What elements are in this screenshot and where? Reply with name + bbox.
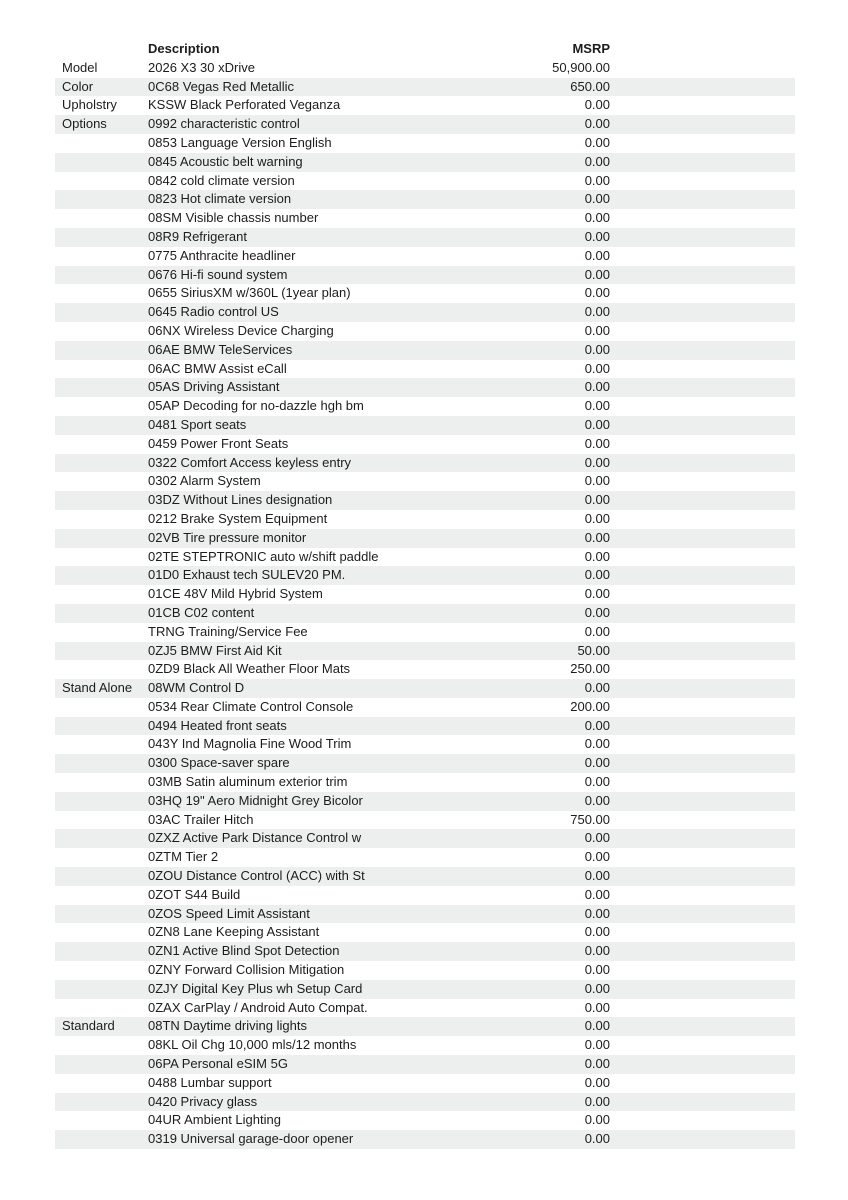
category-cell: Standard — [62, 1018, 115, 1034]
msrp-cell: 0.00 — [584, 191, 610, 207]
row-filler — [610, 585, 795, 604]
row-filler — [610, 848, 795, 867]
description-cell: 0ZTM Tier 2 — [148, 849, 219, 865]
table-row — [55, 961, 795, 980]
category-cell — [55, 416, 148, 435]
row-filler — [610, 491, 795, 510]
row-filler — [610, 867, 795, 886]
table-row — [55, 811, 795, 830]
description-cell: 0300 Space-saver spare — [148, 755, 290, 771]
row-filler — [610, 886, 795, 905]
msrp-cell: 0.00 — [584, 247, 610, 263]
description-cell: 0ZJ5 BMW First Aid Kit — [148, 642, 282, 658]
row-filler — [610, 96, 795, 115]
table-row — [55, 660, 795, 679]
table-row — [55, 548, 795, 567]
vehicle-order-table — [55, 40, 795, 1149]
table-row — [55, 284, 795, 303]
row-filler — [610, 247, 795, 266]
description-cell: 043Y Ind Magnolia Fine Wood Trim — [148, 736, 352, 752]
category-cell — [55, 397, 148, 416]
msrp-cell: 0.00 — [584, 1093, 610, 1109]
description-cell: 08SM Visible chassis number — [148, 210, 319, 226]
description-cell: 0494 Heated front seats — [148, 717, 287, 733]
table-row — [55, 886, 795, 905]
category-cell — [55, 134, 148, 153]
category-cell — [55, 942, 148, 961]
table-row — [55, 378, 795, 397]
description-cell: 0ZAX CarPlay / Android Auto Compat. — [148, 999, 368, 1015]
row-filler — [610, 679, 795, 698]
category-cell — [55, 961, 148, 980]
description-cell: 03HQ 19" Aero Midnight Grey Bicolor — [148, 792, 363, 808]
row-filler — [610, 1017, 795, 1036]
table-header-row — [55, 40, 795, 59]
description-cell: 0481 Sport seats — [148, 416, 247, 432]
msrp-cell: 0.00 — [584, 623, 610, 639]
description-cell: 0992 characteristic control — [148, 116, 300, 132]
description-cell: 2026 X3 30 xDrive — [148, 59, 255, 75]
category-cell: Options — [62, 116, 107, 132]
category-cell — [55, 642, 148, 661]
msrp-cell: 0.00 — [584, 604, 610, 620]
category-cell — [55, 548, 148, 567]
table-row — [55, 190, 795, 209]
category-cell — [55, 585, 148, 604]
description-cell: 0845 Acoustic belt warning — [148, 153, 303, 169]
row-filler — [610, 642, 795, 661]
row-filler — [610, 529, 795, 548]
row-filler — [610, 266, 795, 285]
row-filler — [610, 115, 795, 134]
msrp-cell: 0.00 — [584, 905, 610, 921]
msrp-cell: 0.00 — [584, 134, 610, 150]
category-cell — [55, 510, 148, 529]
category-cell — [55, 980, 148, 999]
description-cell: 0823 Hot climate version — [148, 191, 292, 207]
row-filler — [610, 1130, 795, 1149]
table-row — [55, 115, 795, 134]
table-row — [55, 454, 795, 473]
category-cell — [55, 1093, 148, 1112]
table-row — [55, 623, 795, 642]
row-filler — [610, 284, 795, 303]
table-row — [55, 153, 795, 172]
msrp-cell: 0.00 — [584, 210, 610, 226]
category-cell — [55, 454, 148, 473]
category-cell — [55, 284, 148, 303]
description-cell: 0319 Universal garage-door opener — [148, 1131, 354, 1147]
row-filler — [610, 811, 795, 830]
table-row — [55, 980, 795, 999]
category-cell — [55, 923, 148, 942]
msrp-cell: 0.00 — [584, 962, 610, 978]
table-row — [55, 1093, 795, 1112]
category-cell: Upholstry — [62, 97, 117, 113]
category-cell — [55, 1111, 148, 1130]
table-row — [55, 96, 795, 115]
description-cell: 0420 Privacy glass — [148, 1093, 258, 1109]
table-row — [55, 604, 795, 623]
table-row — [55, 679, 795, 698]
msrp-cell: 0.00 — [584, 285, 610, 301]
row-filler — [610, 604, 795, 623]
description-cell: 0ZJY Digital Key Plus wh Setup Card — [148, 980, 363, 996]
row-filler — [610, 1111, 795, 1130]
row-filler — [610, 397, 795, 416]
description-cell: 0842 cold climate version — [148, 172, 295, 188]
category-cell — [55, 491, 148, 510]
description-cell: 06NX Wireless Device Charging — [148, 322, 334, 338]
table-row — [55, 848, 795, 867]
category-cell — [55, 1074, 148, 1093]
header-filler — [610, 40, 795, 59]
row-filler — [610, 698, 795, 717]
msrp-cell: 0.00 — [584, 680, 610, 696]
category-cell — [55, 228, 148, 247]
category-cell — [55, 266, 148, 285]
category-cell — [55, 1130, 148, 1149]
row-filler — [610, 829, 795, 848]
category-cell — [55, 566, 148, 585]
msrp-cell: 0.00 — [584, 886, 610, 902]
category-cell — [55, 360, 148, 379]
msrp-cell: 0.00 — [584, 97, 610, 113]
description-cell: 0212 Brake System Equipment — [148, 510, 328, 526]
row-filler — [610, 59, 795, 78]
msrp-cell: 50.00 — [577, 642, 610, 658]
msrp-cell: 250.00 — [570, 661, 610, 677]
description-cell: 06AC BMW Assist eCall — [148, 360, 287, 376]
msrp-cell: 0.00 — [584, 999, 610, 1015]
description-cell: 05AP Decoding for no-dazzle hgh bm — [148, 398, 364, 414]
table-row — [55, 360, 795, 379]
table-row — [55, 247, 795, 266]
category-cell — [55, 1055, 148, 1074]
msrp-cell: 0.00 — [584, 1037, 610, 1053]
description-cell: 0ZOT S44 Build — [148, 886, 241, 902]
description-cell: 08R9 Refrigerant — [148, 228, 247, 244]
row-filler — [610, 322, 795, 341]
row-filler — [610, 303, 795, 322]
description-cell: 0ZN8 Lane Keeping Assistant — [148, 924, 320, 940]
row-filler — [610, 153, 795, 172]
row-filler — [610, 378, 795, 397]
table-row — [55, 78, 795, 97]
msrp-cell: 0.00 — [584, 736, 610, 752]
table-row — [55, 698, 795, 717]
table-row — [55, 566, 795, 585]
msrp-cell: 0.00 — [584, 473, 610, 489]
category-cell — [55, 209, 148, 228]
table-row — [55, 435, 795, 454]
msrp-cell: 0.00 — [584, 510, 610, 526]
table-row — [55, 172, 795, 191]
msrp-cell: 0.00 — [584, 792, 610, 808]
description-cell: 0ZXZ Active Park Distance Control w — [148, 830, 362, 846]
description-cell: 0ZN1 Active Blind Spot Detection — [148, 943, 340, 959]
table-body — [55, 59, 795, 1149]
msrp-cell: 0.00 — [584, 116, 610, 132]
msrp-cell: 0.00 — [584, 943, 610, 959]
category-cell — [55, 717, 148, 736]
table-row — [55, 642, 795, 661]
description-cell: 02VB Tire pressure monitor — [148, 529, 307, 545]
table-row — [55, 209, 795, 228]
table-row — [55, 472, 795, 491]
msrp-column-header: MSRP — [572, 41, 610, 56]
table-row — [55, 867, 795, 886]
category-cell — [55, 172, 148, 191]
table-row — [55, 529, 795, 548]
msrp-cell: 0.00 — [584, 774, 610, 790]
table-row — [55, 322, 795, 341]
category-cell — [55, 341, 148, 360]
row-filler — [610, 548, 795, 567]
msrp-cell: 0.00 — [584, 1018, 610, 1034]
table-row — [55, 792, 795, 811]
table-row — [55, 491, 795, 510]
description-cell: 01CE 48V Mild Hybrid System — [148, 586, 323, 602]
row-filler — [610, 999, 795, 1018]
row-filler — [610, 1036, 795, 1055]
msrp-cell: 0.00 — [584, 755, 610, 771]
description-cell: 0775 Anthracite headliner — [148, 247, 296, 263]
msrp-cell: 0.00 — [584, 153, 610, 169]
category-cell — [55, 247, 148, 266]
msrp-cell: 0.00 — [584, 416, 610, 432]
table-row — [55, 1036, 795, 1055]
row-filler — [610, 792, 795, 811]
table-row — [55, 228, 795, 247]
table-row — [55, 585, 795, 604]
category-cell — [55, 886, 148, 905]
category-cell — [55, 811, 148, 830]
msrp-cell: 0.00 — [584, 435, 610, 451]
category-cell — [55, 1036, 148, 1055]
table-row — [55, 397, 795, 416]
row-filler — [610, 1074, 795, 1093]
category-cell — [55, 604, 148, 623]
table-row — [55, 134, 795, 153]
row-filler — [610, 942, 795, 961]
msrp-cell: 0.00 — [584, 980, 610, 996]
row-filler — [610, 754, 795, 773]
description-cell: 03AC Trailer Hitch — [148, 811, 254, 827]
msrp-cell: 0.00 — [584, 228, 610, 244]
row-filler — [610, 905, 795, 924]
msrp-cell: 0.00 — [584, 1056, 610, 1072]
category-cell — [55, 905, 148, 924]
msrp-cell: 0.00 — [584, 379, 610, 395]
description-cell: 01CB C02 content — [148, 604, 255, 620]
msrp-cell: 0.00 — [584, 717, 610, 733]
row-filler — [610, 717, 795, 736]
category-cell: Color — [62, 78, 94, 94]
table-row — [55, 754, 795, 773]
description-cell: 0ZOS Speed Limit Assistant — [148, 905, 310, 921]
description-cell: 0ZNY Forward Collision Mitigation — [148, 962, 345, 978]
category-cell — [55, 322, 148, 341]
description-cell: 08WM Control D — [148, 680, 245, 696]
msrp-cell: 0.00 — [584, 586, 610, 602]
description-column-header: Description — [148, 41, 220, 56]
msrp-cell: 0.00 — [584, 398, 610, 414]
description-cell: KSSW Black Perforated Veganza — [148, 97, 341, 113]
table-row — [55, 59, 795, 78]
msrp-cell: 0.00 — [584, 1074, 610, 1090]
msrp-cell: 0.00 — [584, 868, 610, 884]
msrp-cell: 50,900.00 — [552, 59, 610, 75]
description-cell: 0C68 Vegas Red Metallic — [148, 78, 294, 94]
msrp-cell: 0.00 — [584, 454, 610, 470]
msrp-cell: 0.00 — [584, 924, 610, 940]
description-cell: 03MB Satin aluminum exterior trim — [148, 774, 348, 790]
category-cell — [55, 867, 148, 886]
table-row — [55, 510, 795, 529]
row-filler — [610, 416, 795, 435]
table-row — [55, 1130, 795, 1149]
msrp-cell: 0.00 — [584, 1112, 610, 1128]
table-row — [55, 1111, 795, 1130]
description-cell: 0302 Alarm System — [148, 473, 261, 489]
category-cell: Model — [62, 59, 98, 75]
category-cell — [55, 529, 148, 548]
table-row — [55, 905, 795, 924]
description-cell: 06AE BMW TeleServices — [148, 341, 293, 357]
description-cell: 0534 Rear Climate Control Console — [148, 698, 354, 714]
description-cell: 02TE STEPTRONIC auto w/shift paddle — [148, 548, 379, 564]
row-filler — [610, 435, 795, 454]
table-row — [55, 942, 795, 961]
table-row — [55, 1017, 795, 1036]
row-filler — [610, 961, 795, 980]
msrp-cell: 0.00 — [584, 849, 610, 865]
table-row — [55, 303, 795, 322]
category-cell — [55, 999, 148, 1018]
row-filler — [610, 454, 795, 473]
category-cell — [55, 435, 148, 454]
row-filler — [610, 341, 795, 360]
msrp-cell: 200.00 — [570, 698, 610, 714]
msrp-cell: 0.00 — [584, 548, 610, 564]
msrp-cell: 0.00 — [584, 322, 610, 338]
category-cell — [55, 754, 148, 773]
description-cell: 01D0 Exhaust tech SULEV20 PM. — [148, 567, 346, 583]
description-cell: 0655 SiriusXM w/360L (1year plan) — [148, 285, 351, 301]
row-filler — [610, 209, 795, 228]
msrp-cell: 0.00 — [584, 830, 610, 846]
description-cell: 08TN Daytime driving lights — [148, 1018, 307, 1034]
row-filler — [610, 1093, 795, 1112]
row-filler — [610, 78, 795, 97]
row-filler — [610, 660, 795, 679]
table-row — [55, 923, 795, 942]
description-cell: 0853 Language Version English — [148, 134, 332, 150]
description-cell: 0459 Power Front Seats — [148, 435, 289, 451]
table-row — [55, 999, 795, 1018]
msrp-cell: 0.00 — [584, 1131, 610, 1147]
row-filler — [610, 980, 795, 999]
msrp-cell: 0.00 — [584, 360, 610, 376]
category-column-header — [55, 40, 148, 59]
msrp-cell: 0.00 — [584, 341, 610, 357]
msrp-cell: 0.00 — [584, 492, 610, 508]
row-filler — [610, 773, 795, 792]
row-filler — [610, 923, 795, 942]
table-row — [55, 773, 795, 792]
category-cell — [55, 623, 148, 642]
table-row — [55, 829, 795, 848]
row-filler — [610, 134, 795, 153]
table-row — [55, 341, 795, 360]
row-filler — [610, 1055, 795, 1074]
category-cell — [55, 735, 148, 754]
row-filler — [610, 190, 795, 209]
category-cell — [55, 153, 148, 172]
category-cell — [55, 773, 148, 792]
description-cell: 06PA Personal eSIM 5G — [148, 1056, 288, 1072]
table-row — [55, 266, 795, 285]
msrp-cell: 650.00 — [570, 78, 610, 94]
table-row — [55, 1074, 795, 1093]
row-filler — [610, 172, 795, 191]
table-row — [55, 717, 795, 736]
row-filler — [610, 510, 795, 529]
category-cell — [55, 472, 148, 491]
description-cell: 03DZ Without Lines designation — [148, 492, 333, 508]
msrp-cell: 0.00 — [584, 266, 610, 282]
description-cell: 0676 Hi-fi sound system — [148, 266, 288, 282]
category-cell: Stand Alone — [62, 680, 133, 696]
description-cell: 04UR Ambient Lighting — [148, 1112, 281, 1128]
category-cell — [55, 660, 148, 679]
table-row — [55, 1055, 795, 1074]
row-filler — [610, 735, 795, 754]
msrp-cell: 0.00 — [584, 529, 610, 545]
description-cell: 0322 Comfort Access keyless entry — [148, 454, 352, 470]
msrp-cell: 0.00 — [584, 567, 610, 583]
category-cell — [55, 848, 148, 867]
category-cell — [55, 792, 148, 811]
row-filler — [610, 228, 795, 247]
description-cell: 0ZOU Distance Control (ACC) with St — [148, 868, 365, 884]
category-cell — [55, 303, 148, 322]
description-cell: 0ZD9 Black All Weather Floor Mats — [148, 661, 351, 677]
row-filler — [610, 623, 795, 642]
msrp-cell: 0.00 — [584, 172, 610, 188]
table-row — [55, 735, 795, 754]
description-cell: 08KL Oil Chg 10,000 mls/12 months — [148, 1037, 357, 1053]
category-cell — [55, 190, 148, 209]
msrp-cell: 0.00 — [584, 304, 610, 320]
description-cell: TRNG Training/Service Fee — [148, 623, 308, 639]
description-cell: 05AS Driving Assistant — [148, 379, 280, 395]
table-row — [55, 416, 795, 435]
category-cell — [55, 378, 148, 397]
msrp-cell: 750.00 — [570, 811, 610, 827]
category-cell — [55, 698, 148, 717]
category-cell — [55, 829, 148, 848]
description-cell: 0645 Radio control US — [148, 304, 279, 320]
row-filler — [610, 472, 795, 491]
row-filler — [610, 566, 795, 585]
description-cell: 0488 Lumbar support — [148, 1074, 272, 1090]
row-filler — [610, 360, 795, 379]
